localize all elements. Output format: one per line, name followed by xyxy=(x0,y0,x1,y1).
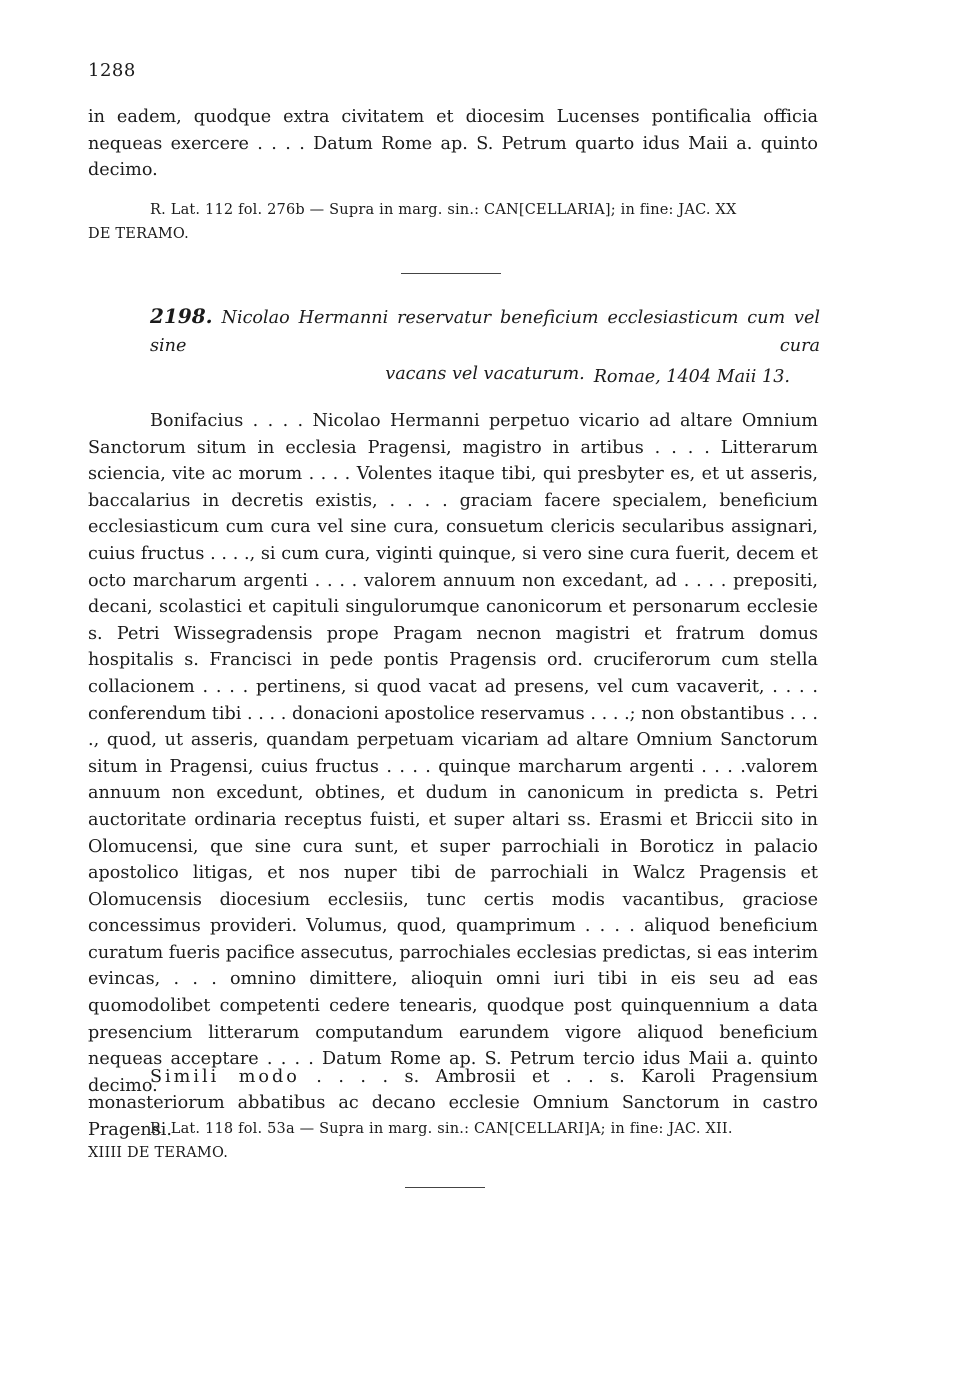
previous-entry-source xyxy=(88,198,818,246)
similiter-lead: Simili modo xyxy=(150,1066,300,1087)
page-number: 1288 xyxy=(88,60,136,81)
body-paragraph: Bonifacius . . . . Nicolao Hermanni perpetuo vicario ad altare Omnium Sanctorum situm in ecclesia Pragensi, magistro in artibus . . . . Litterarum sciencia, vite ac morum . . . . Volentes itaque tibi, qui presbyter es, et ut asseris, baccalarius in decretis existis, . . . . graciam facere specialem, beneficium ecclesiasticum cum cura vel sine cura, consuetum clericis secularibus assignari, cuius fructus . . . ., si cum cura, viginti quinque, si vero sine cura fuerit, decem et octo marcharum argenti . . . . valorem annuum non excedant, ad . . . . prepositi, decani, scolastici et capituli singulorumque canonicorum et personarum ecclesie s. Petri Wissegradensis prope Pragam necnon magistri et fratrum domus hospitalis s. Francisci in pede pontis Pragensis ord. cruciferorum cum stella collacionem . . . . pertinens, si quod vacat ad presens, vel cum vacaverit, . . . . conferendum tibi . . . . donacioni apostolice reservamus . . . .; non obstantibus . . . ., quod, ut asseris, quandam perpetuam vicariam ad altare Omnium Sanctorum situm in Pragensi, cuius fructus . . . . quinque marcharum argenti . . . .valorem annuum non excedunt, obtines, et dudum in canonicum in predicta s. Petri auctoritate ordinaria receptus fuisti, et super altari ss. Erasmi et Briccii sito in Olomucensi, que sine cura sunt, et super parrochiali in Boroticz in palacio apostolico litigas, et nos nuper tibi de parrochiali in Walcz Pragensis et Olomucensis diocesium ecclesiis, tunc certis modis vacantibus, graciose concessimus provideri. Volumus, quod, quamprimum . . . . aliquod beneficium curatum fueris pacifice assecutus, parrochiales ecclesias predictas, si eas interim evincas, . . . omnino dimittere, alioquin omni iuri tibi in eis seu ad eas quomodolibet competenti cedere tenearis, quodque post quinquennium a data presencium litterarum computandum earundem vigore aliquod beneficium nequeas acceptare . . . . Datum Rome ap. S. Petrum tercio idus Maii a. quinto decimo. xyxy=(88,411,818,1096)
source-line: R. Lat. 112 fol. 276b — Supra in marg. sin.: CAN[CELLARIA]; in fine: JAC. XX xyxy=(150,202,737,218)
entry-body xyxy=(88,408,818,1099)
heading-line: vacans vel vacaturum. xyxy=(385,364,585,384)
section-divider xyxy=(405,1187,485,1188)
heading-line xyxy=(150,302,820,360)
place-date: Romae, 1404 Maii 13. xyxy=(593,367,790,387)
source-line: DE TERAMO. xyxy=(88,226,189,242)
previous-entry-continuation xyxy=(88,104,818,184)
continuation-text: in eadem, quodque extra civitatem et diocesim Lucenses pontificalia officia nequeas exercere . . . . Datum Rome ap. S. Petrum quarto idus Maii a. quinto decimo. xyxy=(88,107,818,181)
entry-source xyxy=(88,1117,818,1165)
entry-number: 2198. xyxy=(150,304,213,328)
heading-title: Nicolao Hermanni reservatur beneficium ecclesiasticum cum vel sine cura xyxy=(150,308,821,356)
source-line: R. Lat. 118 fol. 53a — Supra in marg. sin.: CAN[CELLARI]A; in fine: JAC. XII. xyxy=(150,1121,733,1137)
section-divider xyxy=(401,273,501,274)
source-line: XIIII DE TERAMO. xyxy=(88,1145,229,1161)
similiter-rest: . . . . s. Ambrosii et . . s. Karoli Pragensium monasteriorum abbatibus ac decano ecclesie Omnium Sanctorum in castro Pragensi. xyxy=(88,1066,818,1140)
